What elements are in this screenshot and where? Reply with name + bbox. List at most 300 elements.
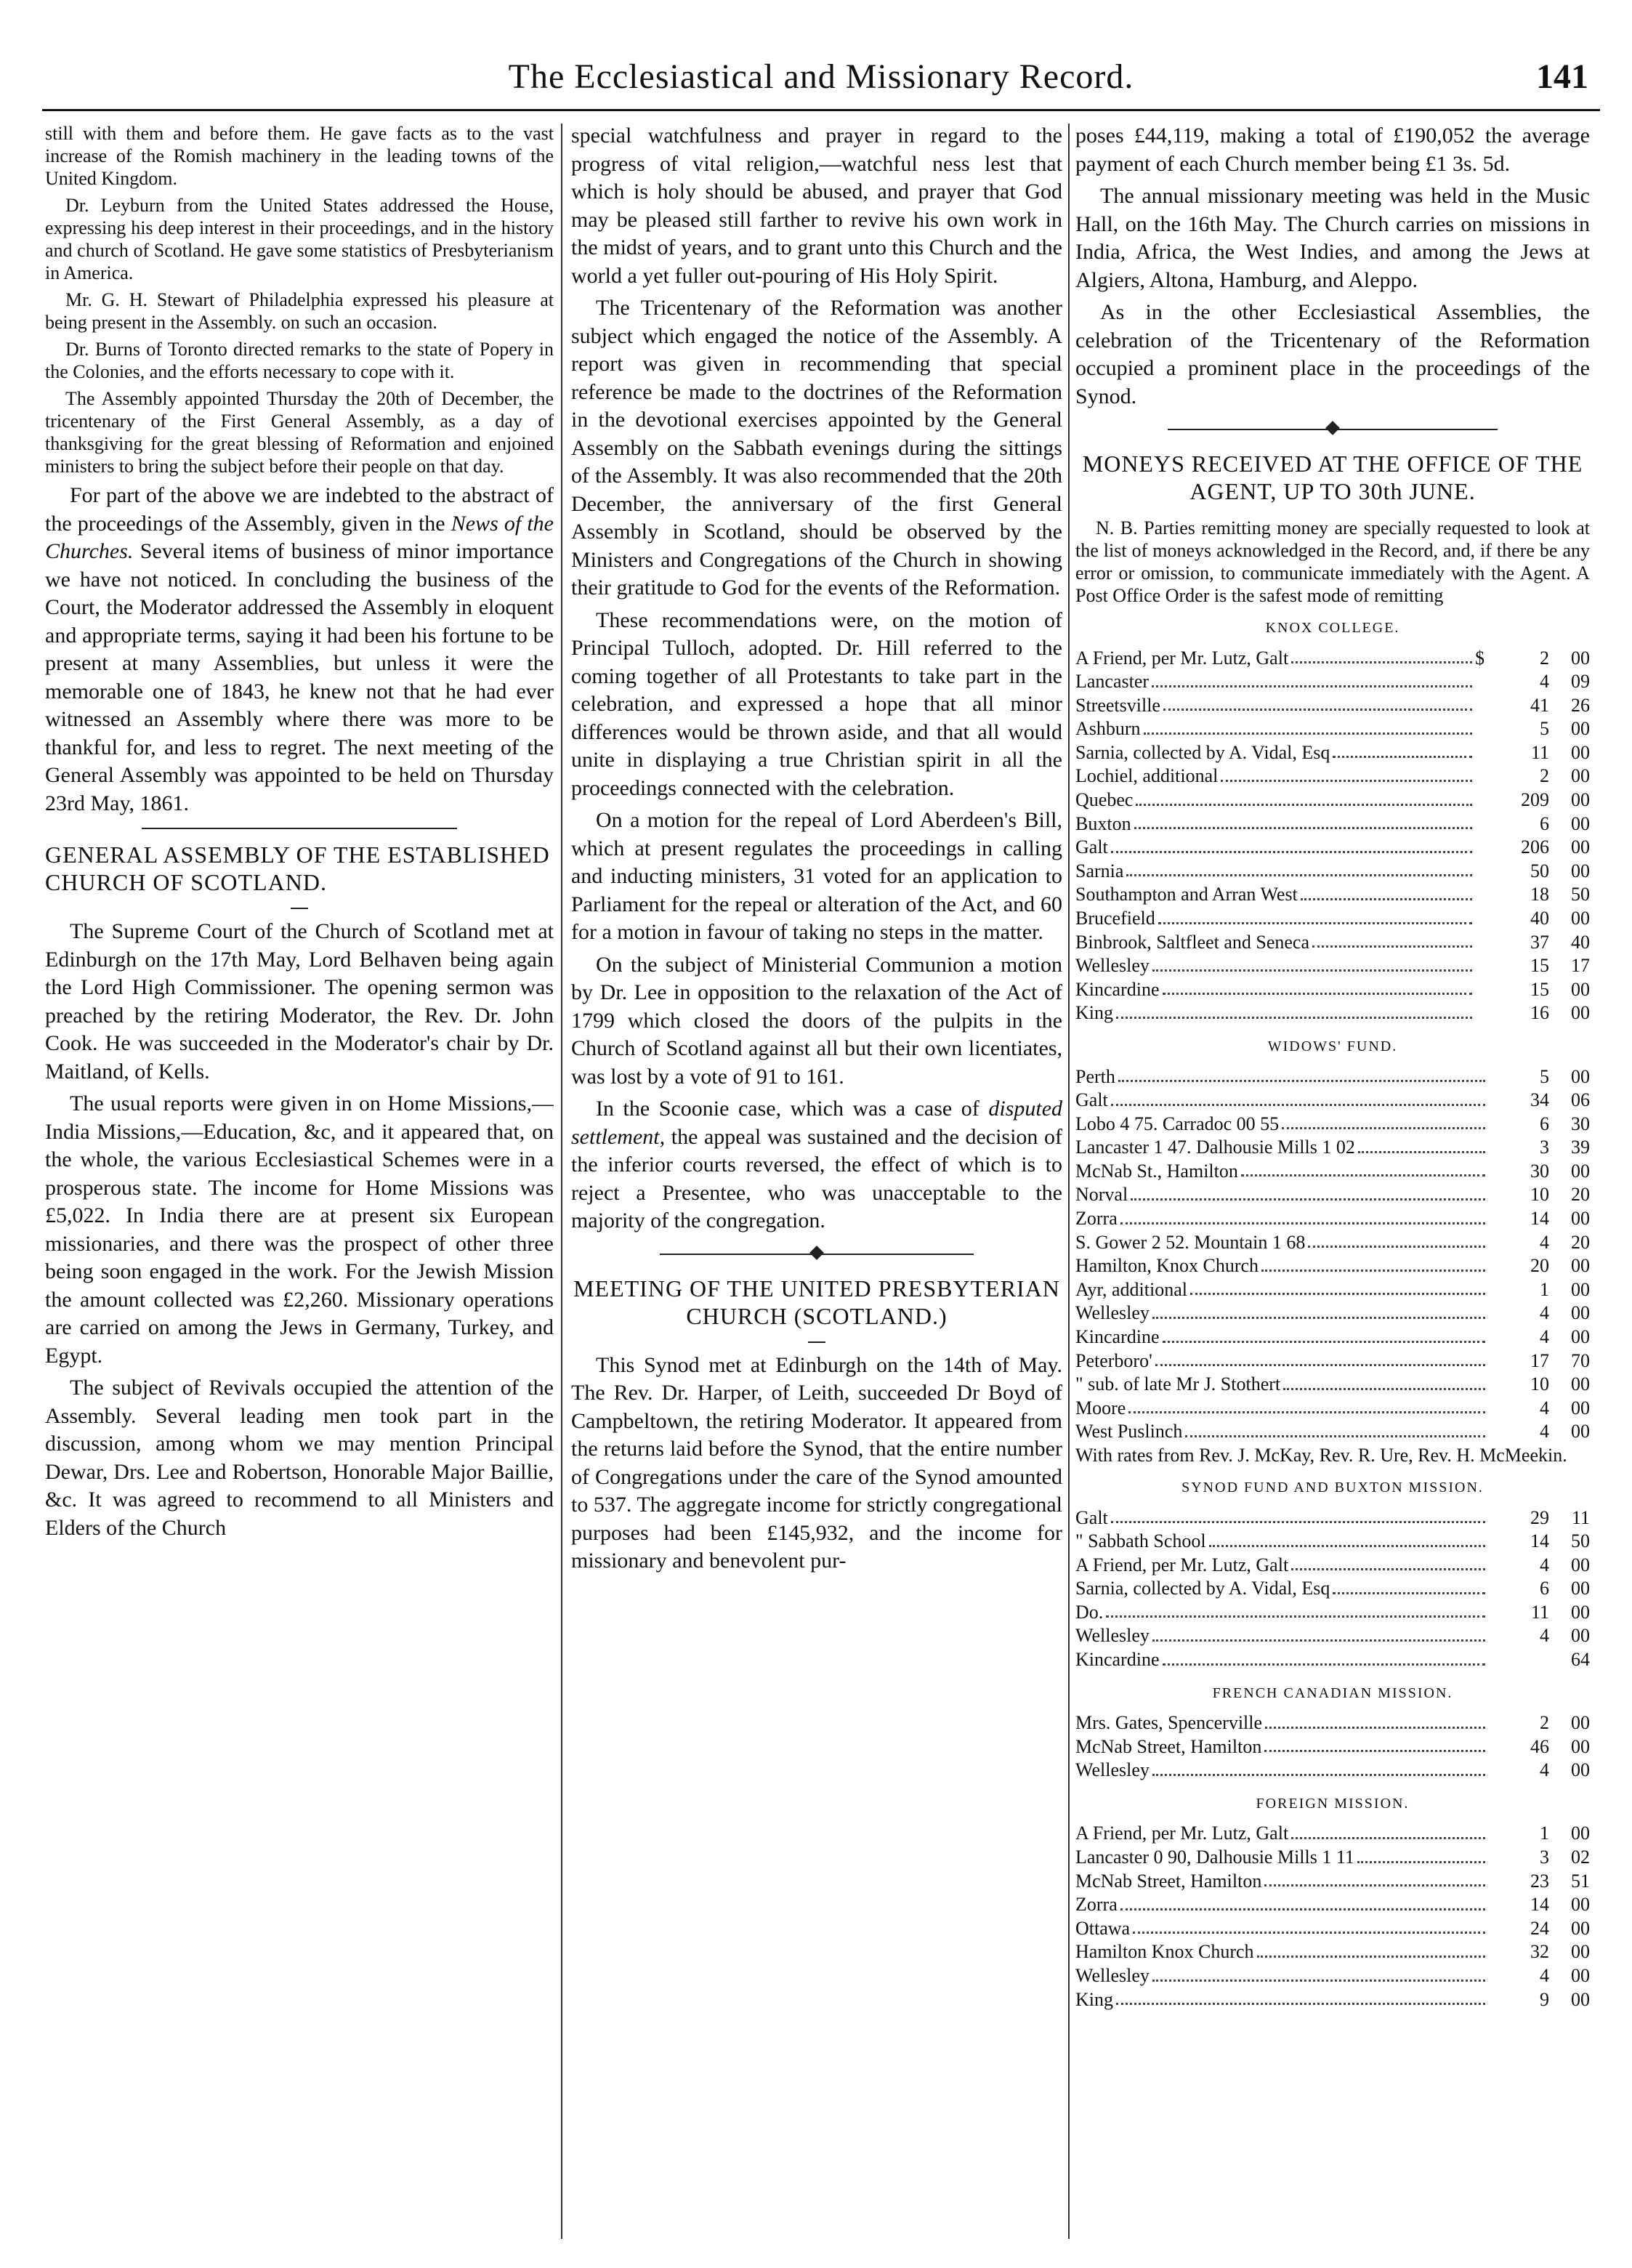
ledger-dollars: 6 bbox=[1540, 1578, 1549, 1599]
ledger-label: McNab St., Hamilton bbox=[1075, 1160, 1238, 1182]
ledger-cents: 06 bbox=[1571, 1089, 1590, 1111]
ledger-cents: 00 bbox=[1571, 1208, 1590, 1230]
ledger-dollars: 30 bbox=[1530, 1160, 1549, 1182]
ledger-dollars: 209 bbox=[1521, 789, 1549, 811]
ledger-row bbox=[1075, 788, 1590, 812]
text-run: In the Scoonie case, which was a case of bbox=[596, 1097, 979, 1121]
leader-dots bbox=[1221, 764, 1472, 782]
paragraph: As in the other Ecclesiastical Assemblies, the celebration of the Tricentenary of the Reformation occupied a prominent place in the proceedings of the Synod. bbox=[1075, 300, 1590, 408]
ledger-cents: 00 bbox=[1571, 1601, 1590, 1623]
ledger-dollars: 14 bbox=[1530, 1208, 1549, 1230]
ledger-label: Perth bbox=[1075, 1065, 1115, 1087]
ledger-label: Ottawa bbox=[1075, 1917, 1131, 1939]
leader-dots bbox=[1152, 954, 1472, 972]
ledger-row bbox=[1075, 1325, 1590, 1349]
column-divider bbox=[561, 124, 562, 2239]
fund-note: With rates from Rev. J. McKay, Rev. R. Ure, Rev. H. McMeekin. bbox=[1075, 1445, 1567, 1466]
ledger-row bbox=[1075, 1373, 1590, 1397]
ledger-dollars: 4 bbox=[1540, 1231, 1549, 1253]
column-divider bbox=[1068, 124, 1070, 2239]
ledger-cents: 00 bbox=[1571, 860, 1590, 881]
leader-dots bbox=[1120, 1207, 1485, 1224]
ledger-dollars: 4 bbox=[1540, 1421, 1549, 1442]
ledger-label: Mrs. Gates, Spencerville bbox=[1075, 1712, 1263, 1734]
ledger-row bbox=[1075, 1735, 1590, 1759]
currency-sign bbox=[1475, 836, 1488, 860]
leader-dots bbox=[1155, 1349, 1485, 1367]
ledger-cents: 00 bbox=[1571, 1421, 1590, 1442]
leader-dots bbox=[1291, 647, 1472, 664]
leader-dots bbox=[1282, 1113, 1485, 1130]
ledger-dollars: 14 bbox=[1530, 1530, 1549, 1552]
ledger-label: McNab Street, Hamilton bbox=[1075, 1735, 1262, 1757]
leader-dots bbox=[1111, 1506, 1485, 1524]
ledger-dollars: 24 bbox=[1530, 1917, 1549, 1939]
ledger-dollars: 34 bbox=[1530, 1089, 1549, 1111]
ledger-label: Streetsville bbox=[1075, 694, 1160, 716]
ledger-label: Wellesley bbox=[1075, 1302, 1150, 1324]
ledger-label: Sarnia, collected by A. Vidal, Esq bbox=[1075, 741, 1330, 763]
ledger-label: Hamilton, Knox Church bbox=[1075, 1255, 1259, 1277]
ledger-label: Ayr, additional bbox=[1075, 1278, 1187, 1300]
leader-dots bbox=[1133, 1917, 1485, 1934]
ledger-row bbox=[1075, 1870, 1590, 1894]
ledger-row bbox=[1075, 717, 1590, 741]
leader-dots bbox=[1163, 1325, 1485, 1343]
paragraph: The Supreme Court of the Church of Scotland met at Edinburgh on the 17th May, Lord Belhaven being again the Lord High Commissioner. The opening sermon was preached by the retiring Moderator, the Rev. Dr. John Cook. He was succeeded in the Moderator's chair by Dr. Maitland, of Kells. bbox=[45, 919, 554, 1083]
leader-dots bbox=[1128, 1397, 1485, 1414]
ledger-dollars: 10 bbox=[1530, 1184, 1549, 1206]
ledger-cents: 02 bbox=[1571, 1847, 1590, 1868]
ledger-label: Brucefield bbox=[1075, 908, 1155, 929]
ledger-row bbox=[1075, 931, 1590, 955]
ledger-label: " sub. of late Mr J. Stothert bbox=[1075, 1373, 1281, 1395]
ledger-dollars: 15 bbox=[1530, 978, 1549, 1000]
ledger-dollars: 11 bbox=[1530, 741, 1549, 763]
paragraph bbox=[571, 1095, 1062, 1235]
paragraph: This Synod met at Edinburgh on the 14th of May. The Rev. Dr. Harper, of Leith, succeeded Dr Boyd of Campbeltown, the retiring Moderator. It appeared from the returns laid before the Synod, that the entire number of Congregations under the care of the Synod amounted to 537. The aggregate income for strictly congregational purposes had been £145,932, and the income for missionary and benevolent pur- bbox=[571, 1352, 1062, 1573]
emphasis: disputed settlement, bbox=[571, 1097, 1062, 1149]
ledger-row bbox=[1075, 1964, 1590, 1988]
ledger-cents: 00 bbox=[1571, 1002, 1590, 1024]
currency-sign bbox=[1475, 860, 1488, 884]
ledger-row bbox=[1075, 1113, 1590, 1137]
ledger-cents: 00 bbox=[1571, 1941, 1590, 1963]
currency-sign bbox=[1475, 1001, 1488, 1025]
ledger-cents: 50 bbox=[1571, 884, 1590, 905]
paragraph: Mr. G. H. Stewart of Philadelphia expressed his pleasure at being present in the Assembly. on such an occasion. bbox=[45, 289, 554, 333]
ledger-cents: 00 bbox=[1571, 1759, 1590, 1781]
ledger-dollars: 2 bbox=[1540, 1712, 1549, 1734]
ledger-label: Lobo 4 75. Carradoc 00 55 bbox=[1075, 1113, 1280, 1134]
ledger-label: Lancaster bbox=[1075, 671, 1150, 693]
fund-title: FRENCH CANADIAN MISSION. bbox=[1212, 1684, 1453, 1701]
ledger-cents: 00 bbox=[1571, 1712, 1590, 1734]
ledger-label: " Sabbath School bbox=[1075, 1530, 1206, 1552]
ledger-row bbox=[1075, 954, 1590, 978]
paragraph bbox=[45, 482, 554, 818]
ledger-row bbox=[1075, 883, 1590, 907]
ledger-row bbox=[1075, 741, 1590, 765]
ledger-row bbox=[1075, 1917, 1590, 1941]
ledger-dollars: 3 bbox=[1540, 1137, 1549, 1158]
leader-dots bbox=[1357, 1846, 1485, 1863]
paragraph: The annual missionary meeting was held in the Music Hall, on the 16th May. The Church carries on missions in India, Africa, the West Indies, and among the Jews at Algiers, Altona, Hamburg, and Aleppo. bbox=[1075, 184, 1590, 292]
ledger-dollars: 16 bbox=[1530, 1002, 1549, 1024]
ledger-dollars: 2 bbox=[1540, 647, 1549, 669]
ledger-row bbox=[1075, 1420, 1590, 1444]
ledger-cents: 00 bbox=[1571, 1988, 1590, 2010]
ledger-cents: 00 bbox=[1571, 908, 1590, 929]
ledger-row bbox=[1075, 1506, 1590, 1530]
ledger-cents: 20 bbox=[1571, 1231, 1590, 1253]
paragraph: The Tricentenary of the Reformation was another subject which engaged the notice of the Assembly. A report was given in recommending that special reference be made to the doctrines of the Reformation in the devotional exercises appointed by the General Assembly on the Sabbath evenings during the sittings of the Assembly. It was also recommended that the 20th December, the anniversary of the first General Assembly in Scotland, should be observed by the Ministers and Congregations of the Church in showing their gratitude to God for the events of the Reformation. bbox=[571, 296, 1062, 600]
ledger-cents: 00 bbox=[1571, 1065, 1590, 1087]
leader-dots bbox=[1163, 1648, 1485, 1666]
ledger-dollars: 9 bbox=[1540, 1988, 1549, 2010]
paragraph: The subject of Revivals occupied the attention of the Assembly. Several leading men took part in the discussion, among whom we may mention Principal Dewar, Drs. Lee and Robertson, Honorable Major Baillie, &c. It was agreed to recommend to all Ministers and Elders of the Church bbox=[45, 1376, 554, 1540]
leader-dots bbox=[1116, 1001, 1472, 1019]
ledger-dollars: 206 bbox=[1521, 836, 1549, 858]
currency-sign bbox=[1475, 931, 1488, 955]
ledger-cents: 00 bbox=[1571, 741, 1590, 763]
section-heading: MONEYS RECEIVED AT THE OFFICE OF THE AGENT, UP TO 30th JUNE. bbox=[1082, 451, 1583, 504]
ledger-label: A Friend, per Mr. Lutz, Galt bbox=[1075, 1823, 1289, 1844]
ledger-row bbox=[1075, 764, 1590, 788]
ledger-row bbox=[1075, 1711, 1590, 1735]
ledger-dollars: 40 bbox=[1530, 908, 1549, 929]
ledger-dollars: 50 bbox=[1530, 860, 1549, 881]
leader-dots bbox=[1283, 1373, 1485, 1390]
ledger-cents: 70 bbox=[1571, 1349, 1590, 1371]
ledger-row bbox=[1075, 1822, 1590, 1846]
foreign-mission-list bbox=[1075, 1822, 1590, 2011]
ledger-dollars: 23 bbox=[1530, 1870, 1549, 1892]
ledger-row bbox=[1075, 812, 1590, 836]
ledger-row bbox=[1075, 1136, 1590, 1160]
ledger-label: Lancaster 0 90, Dalhousie Mills 1 11 bbox=[1075, 1847, 1354, 1868]
ledger-cents: 26 bbox=[1571, 694, 1590, 716]
leader-dots bbox=[1301, 883, 1472, 900]
ledger-row bbox=[1075, 1577, 1590, 1601]
leader-dots bbox=[1126, 860, 1472, 877]
currency-sign bbox=[1475, 907, 1488, 931]
ledger-dollars: 4 bbox=[1540, 1302, 1549, 1324]
journal-title: The Ecclesiastical and Missionary Record. bbox=[508, 57, 1134, 96]
leader-dots bbox=[1209, 1530, 1485, 1547]
paragraph: Dr. Leyburn from the United States addressed the House, expressing his deep interest in their proceedings, and in the history and church of Scotland. He gave some statistics of Presbyterianism in America. bbox=[45, 195, 554, 283]
ledger-row bbox=[1075, 1554, 1590, 1578]
ledger-cents: 51 bbox=[1571, 1870, 1590, 1892]
ledger-dollars: 2 bbox=[1540, 765, 1549, 787]
ledger-cents: 00 bbox=[1571, 1302, 1590, 1324]
ledger-label: Lochiel, additional bbox=[1075, 765, 1219, 787]
ledger-dollars: 4 bbox=[1540, 671, 1549, 693]
ledger-row bbox=[1075, 1160, 1590, 1184]
ornament-rule bbox=[1075, 421, 1590, 438]
currency-sign bbox=[1475, 717, 1488, 741]
leader-dots bbox=[1158, 907, 1472, 924]
column-3 bbox=[1075, 122, 1590, 2239]
leader-dots bbox=[1265, 1711, 1485, 1729]
ledger-dollars: 5 bbox=[1540, 718, 1549, 740]
currency-sign: $ bbox=[1475, 647, 1484, 669]
ledger-dollars: 3 bbox=[1540, 1847, 1549, 1868]
ledger-cents: 11 bbox=[1571, 1506, 1590, 1528]
ledger-dollars: 4 bbox=[1540, 1759, 1549, 1781]
column-1 bbox=[45, 122, 554, 2239]
ledger-label: S. Gower 2 52. Mountain 1 68 bbox=[1075, 1231, 1306, 1253]
leader-dots bbox=[1257, 1940, 1485, 1958]
ledger-cents: 00 bbox=[1571, 1397, 1590, 1418]
currency-sign bbox=[1475, 764, 1488, 788]
ledger-label: West Puslinch bbox=[1075, 1421, 1183, 1442]
currency-sign bbox=[1475, 670, 1488, 694]
ledger-label: Norval bbox=[1075, 1184, 1128, 1206]
ledger-dollars: 4 bbox=[1540, 1554, 1549, 1575]
leader-dots bbox=[1163, 694, 1472, 711]
ledger-label: Do. bbox=[1075, 1601, 1104, 1623]
ledger-cents: 00 bbox=[1571, 1894, 1590, 1916]
ledger-row bbox=[1075, 1349, 1590, 1373]
ledger-row bbox=[1075, 1207, 1590, 1231]
leader-dots bbox=[1144, 717, 1472, 735]
ledger-dollars: 4 bbox=[1540, 1625, 1549, 1647]
ledger-label: Ashburn bbox=[1075, 718, 1141, 740]
ledger-label: Kincardine bbox=[1075, 978, 1160, 1000]
ledger-dollars bbox=[1488, 1648, 1549, 1672]
paragraph: Dr. Burns of Toronto directed remarks to the state of Popery in the Colonies, and the efforts necessary to cope with it. bbox=[45, 339, 554, 382]
leader-dots bbox=[1185, 1420, 1485, 1437]
ledger-dollars: 18 bbox=[1530, 884, 1549, 905]
synod-fund-list bbox=[1075, 1506, 1590, 1672]
ledger-label: Hamilton Knox Church bbox=[1075, 1941, 1254, 1963]
leader-dots bbox=[1152, 1964, 1485, 1982]
ledger-row bbox=[1075, 836, 1590, 860]
ledger-row bbox=[1075, 1397, 1590, 1421]
ledger-cents: 50 bbox=[1571, 1530, 1590, 1552]
ledger-dollars: 1 bbox=[1540, 1823, 1549, 1844]
ledger-cents: 00 bbox=[1571, 1735, 1590, 1757]
ledger-dollars: 15 bbox=[1530, 955, 1549, 977]
ledger-dollars: 1 bbox=[1540, 1278, 1549, 1300]
ledger-cents: 00 bbox=[1571, 1917, 1590, 1939]
ledger-label: Binbrook, Saltfleet and Seneca bbox=[1075, 931, 1310, 953]
ledger-dollars: 4 bbox=[1540, 1326, 1549, 1348]
paragraph: still with them and before them. He gave facts as to the vast increase of the Romish machinery in the leading towns of the United Kingdom. bbox=[45, 123, 554, 189]
ledger-cents: 00 bbox=[1571, 1373, 1590, 1395]
ledger-label: Buxton bbox=[1075, 812, 1131, 834]
ledger-label: McNab Street, Hamilton bbox=[1075, 1870, 1262, 1892]
heading-dash bbox=[291, 908, 308, 909]
ledger-label: A Friend, per Mr. Lutz, Galt bbox=[1075, 1554, 1289, 1575]
ledger-row bbox=[1075, 907, 1590, 931]
ledger-label: Southampton and Arran West bbox=[1075, 884, 1298, 905]
leader-dots bbox=[1264, 1870, 1485, 1887]
ledger-dollars: 32 bbox=[1530, 1941, 1549, 1963]
currency-sign bbox=[1475, 812, 1488, 836]
text-run: Several items of business of minor importance we have not noticed. In concluding the business of the Court, the Moderator addressed the Assembly in eloquent and appropriate terms, saying it had been his fortune to be present at many Assemblies, but unless it were the memorable one of 1843, he knew not that he had ever witnessed an Assembly where there was more to be thankful for, and less to regret. The next meeting of the General Assembly was appointed to be held on Thursday 23rd May, 1861. bbox=[45, 539, 554, 815]
leader-dots bbox=[1291, 1822, 1485, 1839]
leader-dots bbox=[1116, 1988, 1485, 2006]
ledger-row bbox=[1075, 1231, 1590, 1255]
ledger-label: Peterboro' bbox=[1075, 1349, 1152, 1371]
ledger-label: King bbox=[1075, 1988, 1113, 2010]
paragraph: The usual reports were given in on Home Missions,—India Missions,—Education, &c, and it appeared that, on the whole, the various Ecclesiastical Schemes were in a prosperous state. The income for Home Missions was £5,022. In India there are at present six European missionaries, and there was the prospect of other three being soon engaged in the work. For the Jewish Mission the amount collected was £2,260. Missionary operations are carried on among the Jews in Germany, Turkey, and Egypt. bbox=[45, 1091, 554, 1368]
ledger-cents: 00 bbox=[1571, 647, 1590, 669]
ledger-cents: 30 bbox=[1571, 1113, 1590, 1134]
page-number: 141 bbox=[1536, 57, 1588, 96]
text-run: For part of the above we are indebted to the abstract of the proceedings of the Assembly, given in the bbox=[45, 483, 554, 536]
leader-dots bbox=[1111, 1089, 1485, 1106]
leader-dots bbox=[1106, 1601, 1485, 1618]
ledger-row bbox=[1075, 978, 1590, 1002]
leader-dots bbox=[1358, 1136, 1485, 1153]
ledger-row bbox=[1075, 1624, 1590, 1648]
ledger-cents: 00 bbox=[1571, 1823, 1590, 1844]
ledger-cents: 00 bbox=[1571, 1160, 1590, 1182]
ledger-cents: 40 bbox=[1571, 931, 1590, 953]
ledger-row bbox=[1075, 1759, 1590, 1783]
leader-dots bbox=[1152, 1302, 1485, 1319]
ledger-row bbox=[1075, 1530, 1590, 1554]
ledger-row bbox=[1075, 1846, 1590, 1870]
ledger-cents: 00 bbox=[1571, 789, 1590, 811]
ledger-row bbox=[1075, 694, 1590, 718]
currency-sign bbox=[1475, 788, 1488, 812]
currency-sign bbox=[1475, 741, 1488, 765]
french-canadian-mission-list bbox=[1075, 1711, 1590, 1783]
leader-dots bbox=[1308, 1231, 1485, 1248]
ledger-dollars: 20 bbox=[1530, 1255, 1549, 1277]
ledger-row bbox=[1075, 1648, 1590, 1672]
leader-dots bbox=[1241, 1160, 1485, 1177]
ledger-dollars: 5 bbox=[1540, 1065, 1549, 1087]
currency-sign bbox=[1475, 694, 1488, 718]
ledger-cents: 64 bbox=[1571, 1649, 1590, 1671]
currency-sign bbox=[1475, 954, 1488, 978]
paragraph: poses £44,119, making a total of £190,052 the average payment of each Church member being £1 3s. 5d. bbox=[1075, 124, 1590, 176]
ledger-label: A Friend, per Mr. Lutz, Galt bbox=[1075, 647, 1289, 669]
ledger-dollars: 10 bbox=[1530, 1373, 1549, 1395]
ledger-cents: 00 bbox=[1571, 718, 1590, 740]
ledger-row bbox=[1075, 1302, 1590, 1325]
column-2 bbox=[571, 122, 1062, 2239]
ledger-cents: 00 bbox=[1571, 1625, 1590, 1647]
ledger-row bbox=[1075, 1254, 1590, 1278]
ledger-row bbox=[1075, 647, 1590, 671]
ledger-label: Kincardine bbox=[1075, 1326, 1160, 1348]
ledger-cents: 00 bbox=[1571, 812, 1590, 834]
ledger-dollars: 6 bbox=[1540, 1113, 1549, 1134]
leader-dots bbox=[1118, 1065, 1485, 1083]
ledger-label: Galt bbox=[1075, 1089, 1108, 1111]
ledger-label: Sarnia, collected by A. Vidal, Esq bbox=[1075, 1578, 1330, 1599]
ledger-cents: 39 bbox=[1571, 1137, 1590, 1158]
ledger-row bbox=[1075, 1940, 1590, 1964]
ledger-cents: 00 bbox=[1571, 1278, 1590, 1300]
notice: N. B. Parties remitting money are specially requested to look at the list of moneys acknowledged in the Record, and, if there be any error or omission, to communicate immediately with the Agent. A Post Office Order is the safest mode of remitting bbox=[1075, 517, 1590, 606]
leader-dots bbox=[1134, 812, 1472, 830]
ledger-row bbox=[1075, 1065, 1590, 1089]
currency-sign bbox=[1475, 978, 1488, 1002]
ledger-cents: 00 bbox=[1571, 978, 1590, 1000]
ledger-cents: 00 bbox=[1571, 1255, 1590, 1277]
ledger-dollars: 14 bbox=[1530, 1894, 1549, 1916]
section-heading: MEETING OF THE UNITED PRESBYTERIAN CHURCH (SCOTLAND.) bbox=[573, 1275, 1060, 1329]
ledger-label: Moore bbox=[1075, 1397, 1126, 1418]
ornament-rule bbox=[571, 1246, 1062, 1263]
ledger-cents: 00 bbox=[1571, 1326, 1590, 1348]
leader-dots bbox=[1261, 1254, 1485, 1272]
ledger-label: Quebec bbox=[1075, 789, 1134, 811]
ledger-dollars: 6 bbox=[1540, 812, 1549, 834]
ledger-cents: 20 bbox=[1571, 1184, 1590, 1206]
ledger-dollars: 46 bbox=[1530, 1735, 1549, 1757]
leader-dots bbox=[1333, 1577, 1485, 1594]
ledger-cents: 00 bbox=[1571, 1578, 1590, 1599]
paragraph: These recommendations were, on the motion of Principal Tulloch, adopted. Dr. Hill referred to the coming together of all Protestants to take part in the celebration, and expressed a hope that all minor differences would be thrown aside, and that all would unite in displaying a true Christian spirit in all the proceedings connected with the celebration. bbox=[571, 608, 1062, 800]
ledger-label: Galt bbox=[1075, 836, 1108, 858]
widows-fund-list bbox=[1075, 1065, 1590, 1445]
paragraph: On a motion for the repeal of Lord Aberdeen's Bill, which at present regulates the proceedings in calling and inducting ministers, 31 voted for an application to Parliament for the repeal or alteration of the Act, and 60 for a motion in favour of taking no steps in the matter. bbox=[571, 808, 1062, 944]
ledger-cents: 09 bbox=[1571, 671, 1590, 693]
leader-dots bbox=[1111, 836, 1472, 853]
ledger-dollars: 29 bbox=[1530, 1506, 1549, 1528]
ledger-cents: 00 bbox=[1571, 1554, 1590, 1575]
ledger-label: Wellesley bbox=[1075, 1759, 1150, 1781]
paragraph: special watchfulness and prayer in regard to the progress of vital religion,—watchful ness lest that which is holy should be abused, and prayer that God may be pleased still farther to revive his own work in the midst of years, and to grant unto this Church and the world a yet fuller out-pouring of His Holy Spirit. bbox=[571, 124, 1062, 288]
ledger-row bbox=[1075, 1278, 1590, 1302]
leader-dots bbox=[1152, 670, 1472, 687]
ledger-label: Sarnia bbox=[1075, 860, 1124, 881]
heading-dash bbox=[808, 1341, 825, 1343]
leader-dots bbox=[1264, 1735, 1485, 1753]
leader-dots bbox=[1136, 788, 1472, 806]
leader-dots bbox=[1163, 978, 1472, 996]
ledger-row bbox=[1075, 670, 1590, 694]
fund-title: KNOX COLLEGE. bbox=[1265, 620, 1400, 636]
ledger-cents: 00 bbox=[1571, 765, 1590, 787]
paragraph: On the subject of Ministerial Communion a motion by Dr. Lee in opposition to the relaxation of the Act of 1799 which closed the doors of the pulpits in the Church of Scotland against all but their own licentiates, was lost by a vote of 91 to 161. bbox=[571, 952, 1062, 1089]
section-heading: GENERAL ASSEMBLY OF THE ESTABLISHED CHURCH OF SCOTLAND. bbox=[45, 842, 550, 895]
fund-title: SYNOD FUND AND BUXTON MISSION. bbox=[1181, 1480, 1484, 1496]
currency-sign bbox=[1475, 883, 1488, 907]
ledger-label: Wellesley bbox=[1075, 1965, 1150, 1986]
leader-dots bbox=[1131, 1183, 1485, 1200]
ledger-row bbox=[1075, 1183, 1590, 1207]
knox-college-list bbox=[1075, 647, 1590, 1026]
ledger-label: Lancaster 1 47. Dalhousie Mills 1 02 bbox=[1075, 1137, 1355, 1158]
ledger-label: Wellesley bbox=[1075, 955, 1150, 977]
page-header bbox=[42, 57, 1600, 108]
section-rule bbox=[142, 828, 457, 829]
ledger-dollars: 37 bbox=[1530, 931, 1549, 953]
ledger-dollars: 41 bbox=[1530, 694, 1549, 716]
ledger-label: Wellesley bbox=[1075, 1625, 1150, 1647]
ledger-cents: 00 bbox=[1571, 836, 1590, 858]
ledger-row bbox=[1075, 860, 1590, 884]
ledger-row bbox=[1075, 1601, 1590, 1625]
leader-dots bbox=[1152, 1624, 1485, 1642]
ledger-cents: 00 bbox=[1571, 1965, 1590, 1986]
ledger-dollars: 17 bbox=[1530, 1349, 1549, 1371]
publication-title: News of the Churches. bbox=[45, 511, 554, 563]
ledger-label: Galt bbox=[1075, 1506, 1108, 1528]
ledger-row bbox=[1075, 1988, 1590, 2012]
fund-title: FOREIGN MISSION. bbox=[1256, 1795, 1410, 1812]
leader-dots bbox=[1120, 1893, 1485, 1910]
